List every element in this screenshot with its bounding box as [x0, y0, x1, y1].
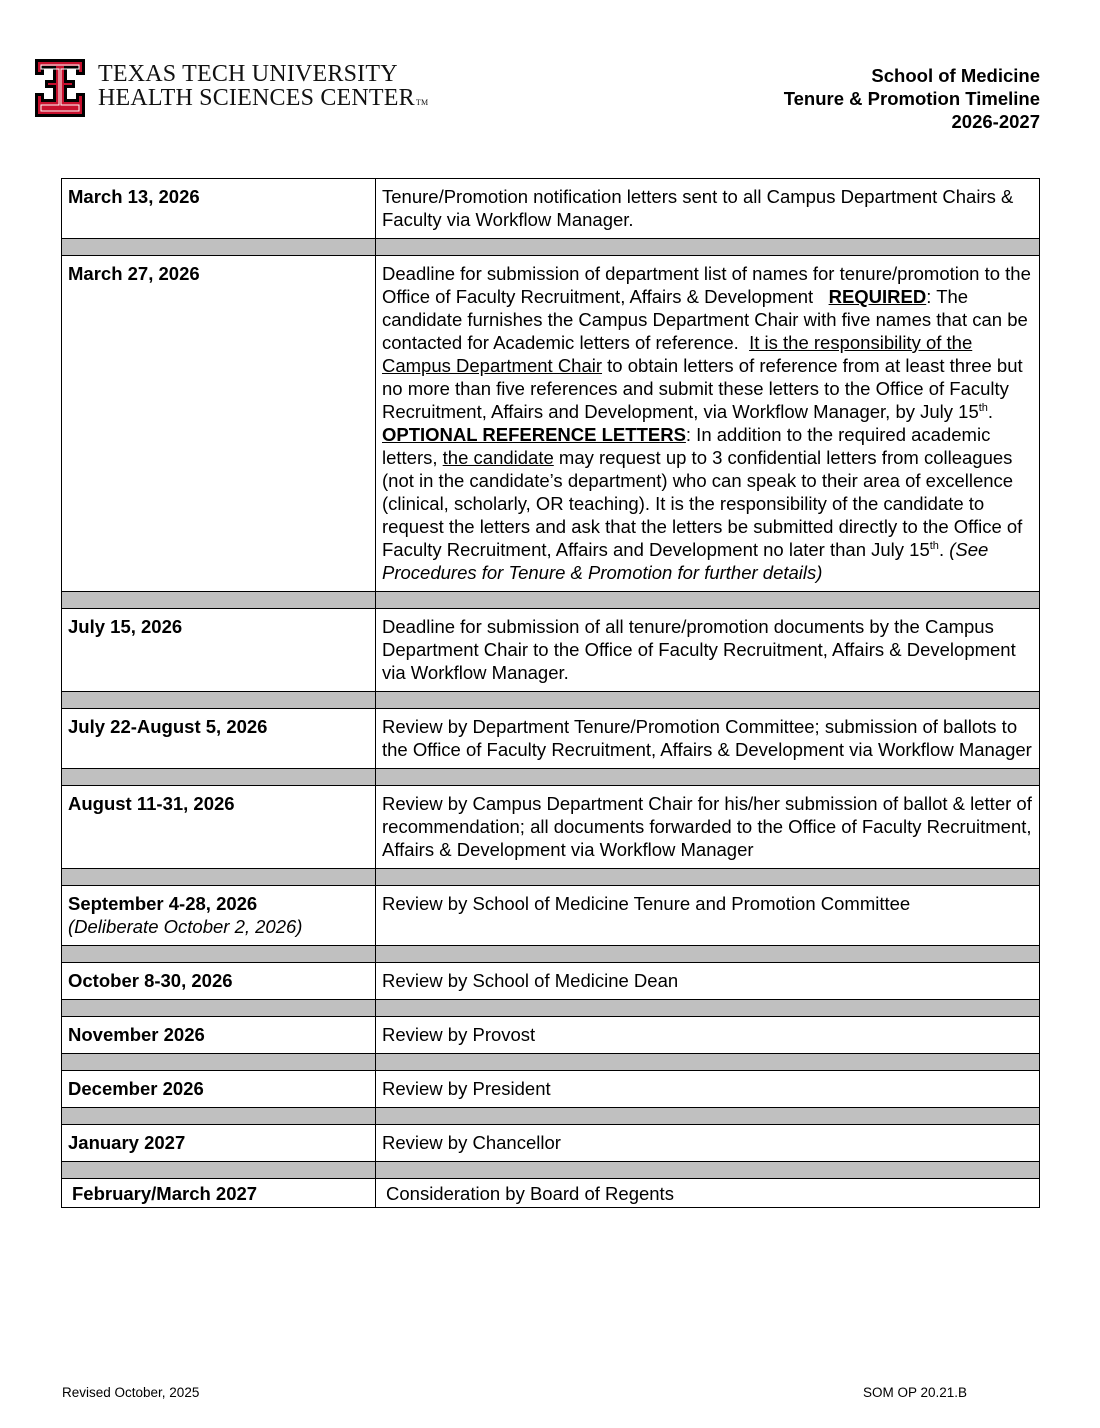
- optional-label: OPTIONAL REFERENCE LETTERS: [382, 424, 686, 445]
- row-date: November 2026: [62, 1017, 376, 1054]
- row-separator: [62, 692, 1040, 709]
- row-description: Review by Chancellor: [376, 1125, 1040, 1162]
- row-date-note: (Deliberate October 2, 2026): [68, 916, 303, 937]
- heading-school: School of Medicine: [871, 65, 1040, 86]
- org-name-line1: TEXAS TECH UNIVERSITY: [98, 61, 398, 87]
- row-separator: [62, 1000, 1040, 1017]
- row-separator: [62, 1162, 1040, 1179]
- row-description: Deadline for submission of all tenure/promotion documents by the Campus Department Chair to the Office of Faculty Recruitment, Affairs & Development via Workflow Manager.: [376, 609, 1040, 692]
- table-row: [62, 886, 1040, 946]
- row-date: October 8-30, 2026: [62, 963, 376, 1000]
- table-row: [62, 963, 1040, 1000]
- required-label: REQUIRED: [828, 286, 927, 307]
- row-description: Tenure/Promotion notification letters sent to all Campus Department Chairs & Faculty via Workflow Manager.: [376, 179, 1040, 239]
- row-separator: [62, 769, 1040, 786]
- table-row: [62, 1125, 1040, 1162]
- table-row: [62, 1179, 1040, 1208]
- row-description: Consideration by Board of Regents: [376, 1179, 1040, 1208]
- row-description: Review by School of Medicine Dean: [376, 963, 1040, 1000]
- row-description: Review by President: [376, 1071, 1040, 1108]
- row-date: July 22-August 5, 2026: [62, 709, 376, 769]
- row-description: Review by Department Tenure/Promotion Committee; submission of ballots to the Office of Faculty Recruitment, Affairs & Development via Workflow Manager: [376, 709, 1040, 769]
- ttuhsc-logo: [34, 58, 428, 118]
- row-separator: [62, 946, 1040, 963]
- document-heading: [784, 64, 1040, 133]
- row-separator: [62, 592, 1040, 609]
- row-separator: [62, 1054, 1040, 1071]
- table-row: [62, 256, 1040, 592]
- row-date: March 27, 2026: [62, 256, 376, 592]
- row-date: January 2027: [62, 1125, 376, 1162]
- table-row: [62, 1071, 1040, 1108]
- row-date: February/March 2027: [62, 1179, 376, 1208]
- trademark-mark: TM: [415, 98, 429, 107]
- row-separator: [62, 869, 1040, 886]
- table-row: [62, 609, 1040, 692]
- row-date: December 2026: [62, 1071, 376, 1108]
- org-name-line2: HEALTH SCIENCES CENTER: [98, 85, 415, 111]
- table-row: [62, 709, 1040, 769]
- row-date: March 13, 2026: [62, 179, 376, 239]
- row-description: Review by Provost: [376, 1017, 1040, 1054]
- table-row: [62, 1017, 1040, 1054]
- row-date: September 4-28, 2026 (Deliberate October 2, 2026): [62, 886, 376, 946]
- heading-year: 2026-2027: [951, 111, 1040, 132]
- row-date: August 11-31, 2026: [62, 786, 376, 869]
- row-description: Review by Campus Department Chair for his/her submission of ballot & letter of recommendation; all documents forwarded to the Office of Faculty Recruitment, Affairs & Development via Workflow Manager: [376, 786, 1040, 869]
- heading-title: Tenure & Promotion Timeline: [783, 88, 1040, 109]
- row-date: July 15, 2026: [62, 609, 376, 692]
- row-separator: [62, 1108, 1040, 1125]
- revision-note: Revised October, 2025: [62, 1385, 200, 1400]
- double-t-logo-icon: [34, 58, 86, 118]
- table-row: [62, 179, 1040, 239]
- table-row: [62, 786, 1040, 869]
- row-separator: [62, 239, 1040, 256]
- row-description: Review by School of Medicine Tenure and Promotion Committee: [376, 886, 1040, 946]
- timeline-table: [61, 178, 1040, 1208]
- policy-number: SOM OP 20.21.B: [863, 1385, 968, 1400]
- row-description: Deadline for submission of department list of names for tenure/promotion to the Office of Faculty Recruitment, Affairs & Development REQUIRED: The candidate furnishes the Campus Department Chair with five names that can be contacted for Academic letters of reference. It is the responsibility of the Campus Department Chair to obtain letters of reference from at least three but no more than five references and submit these letters to the Office of Faculty Recruitment, Affairs and Development, via Workflow Manager, by July 15th. OPTIONAL REFERENCE LETTERS: In addition to the required academic letters, the candidate may request up to 3 confidential letters from colleagues (not in the candidate’s department) who can speak to their area of excellence (clinical, scholarly, OR teaching). It is the responsibility of the candidate to request the letters and ask that the letters be submitted directly to the Office of Faculty Recruitment, Affairs and Development no later than July 15th. (See Procedures for Tenure & Promotion for further details): [376, 256, 1040, 592]
